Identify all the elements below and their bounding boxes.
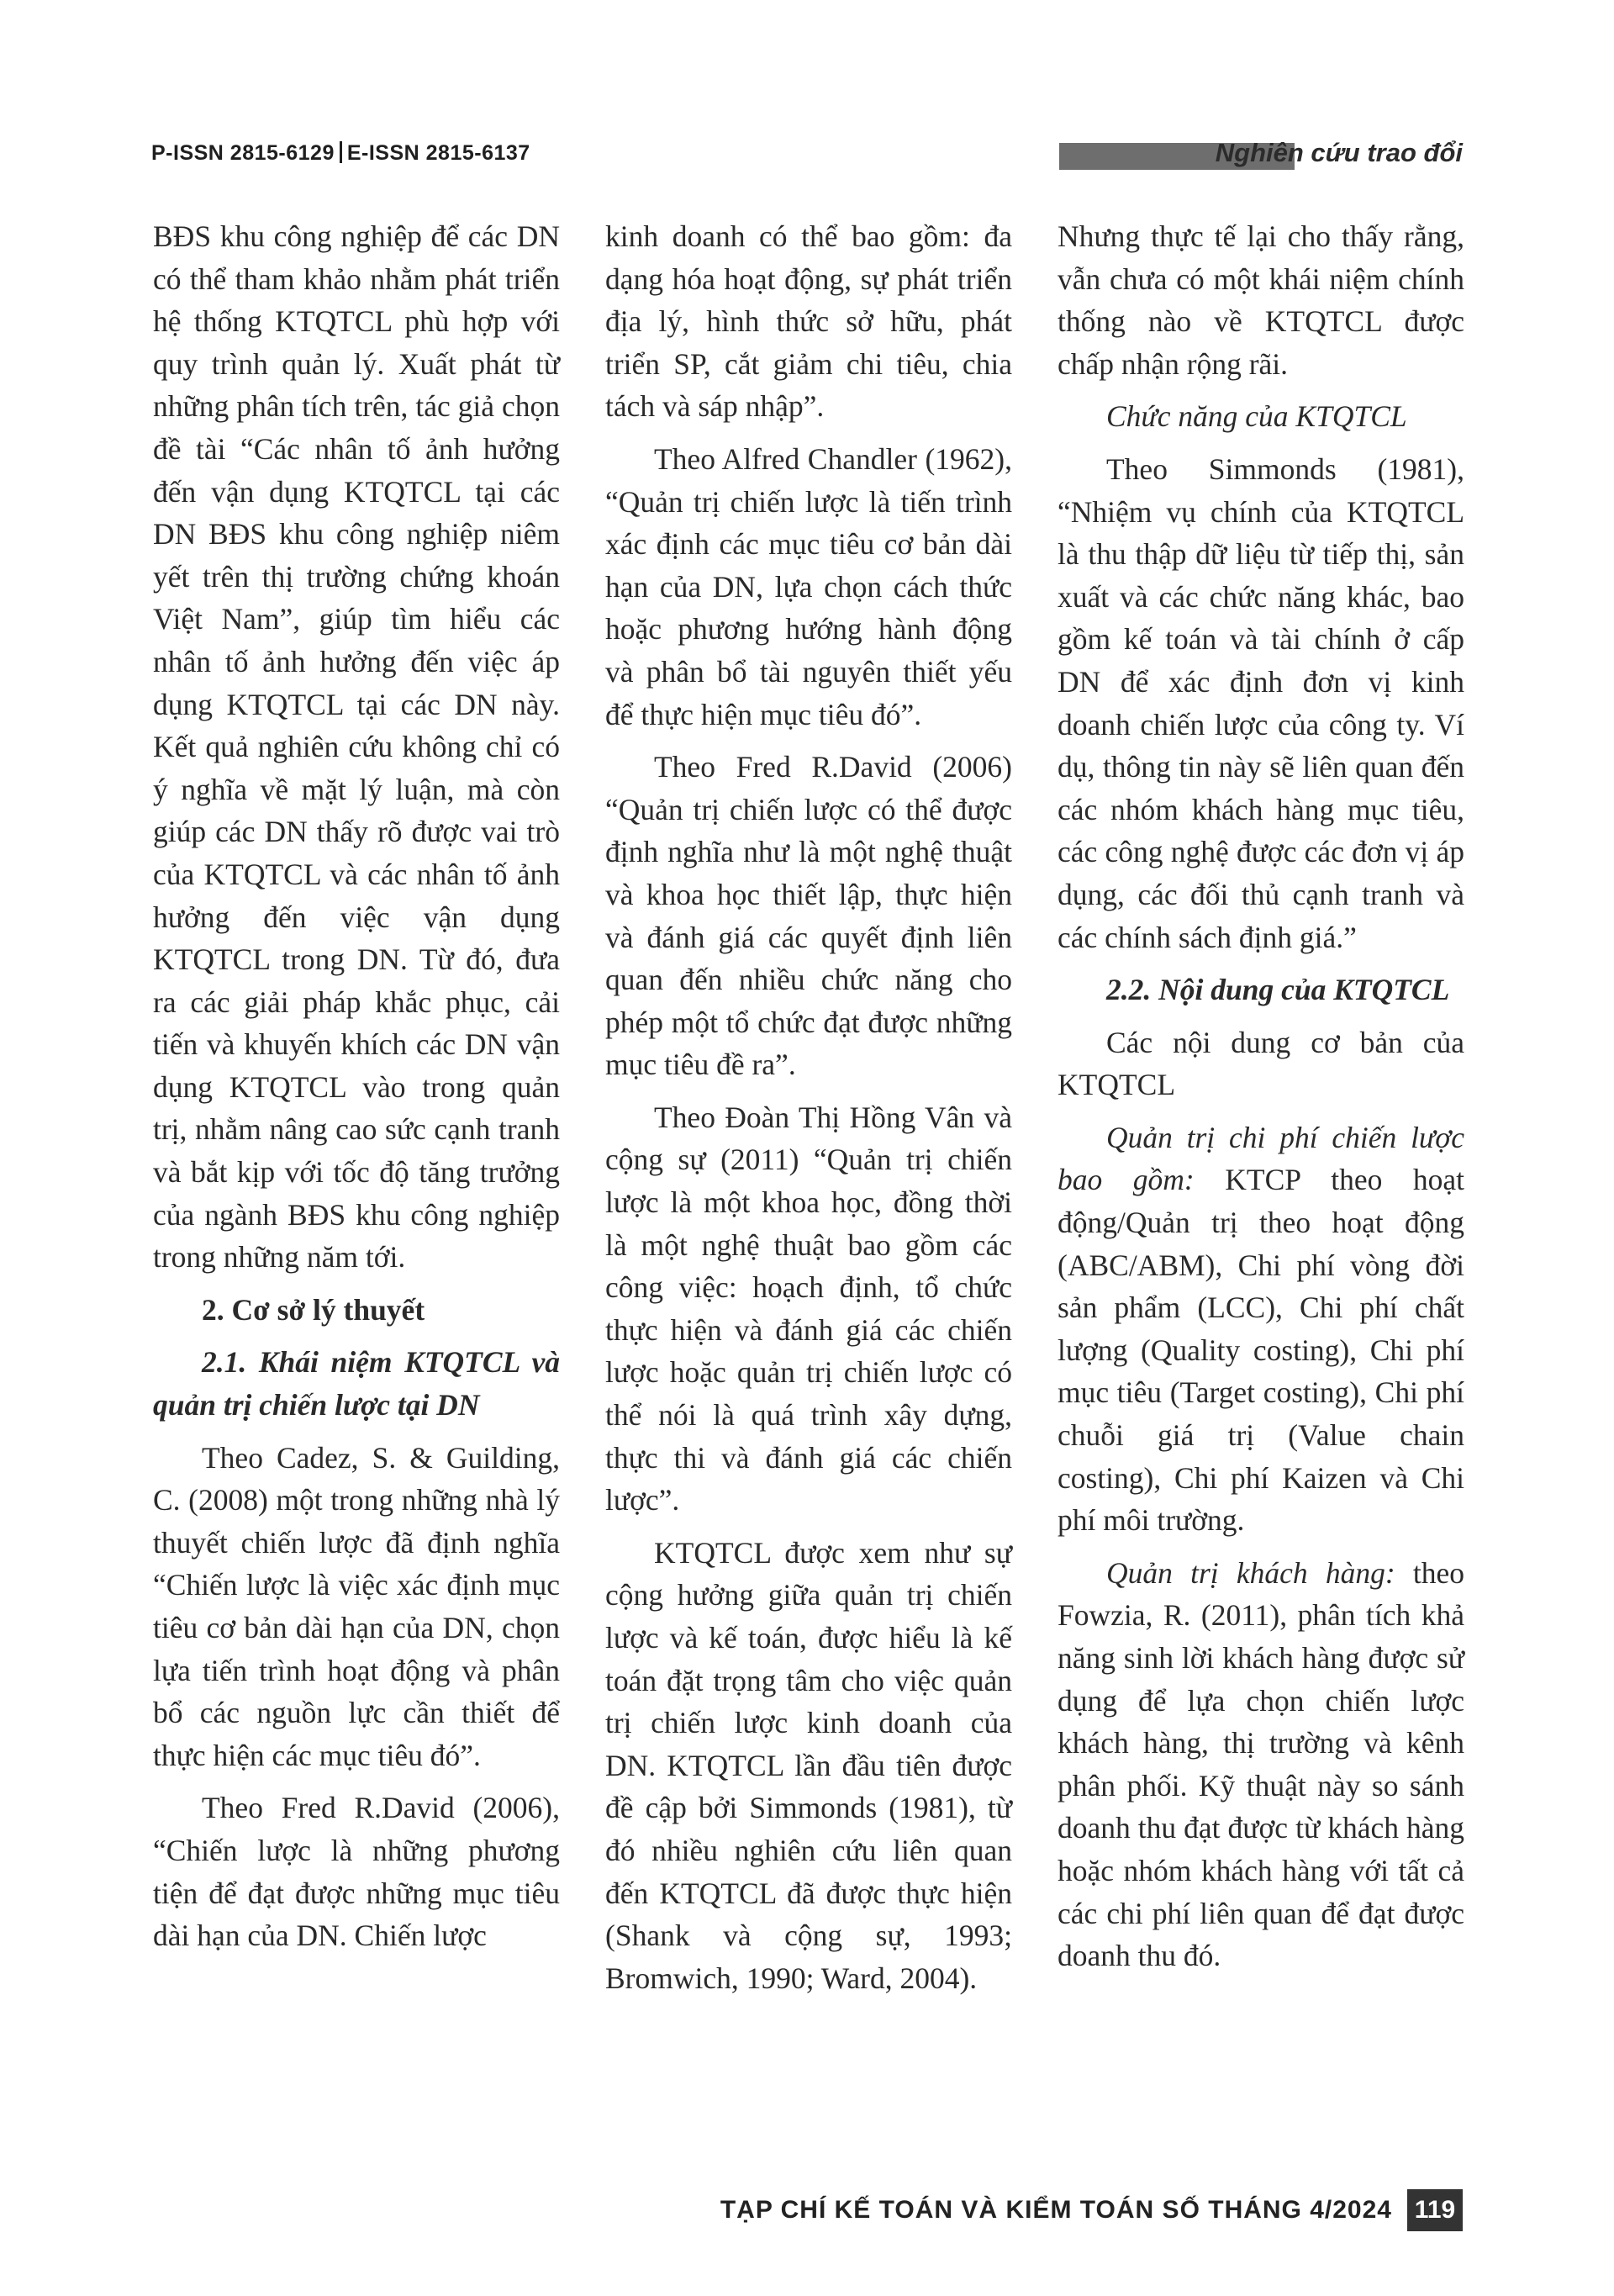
paragraph: kinh doanh có thể bao gồm: đa dạng hóa hoạt động, sự phát triển địa lý, hình thức sở hữu, phát triển SP, cắt giảm chi tiêu, chia tách và sáp nhập”.	[605, 219, 1012, 424]
paragraph-text: KTCP theo hoạt động/Quản trị theo hoạt động (ABC/ABM), Chi phí vòng đời sản phẩm (LCC), Chi phí chất lượng (Quality costing), Chi phí mục tiêu (Target costing), Chi phí chuỗi giá trị (Value chain costing), Chi phí Kaizen và Chi phí môi trường.	[1058, 1163, 1464, 1538]
issn-separator	[340, 141, 342, 163]
section-label: Nghiên cứu trao đổi	[1215, 138, 1463, 167]
subsection-heading: 2.1. Khái niệm KTQTCL và quản trị chiến lược tại DN	[153, 1345, 560, 1422]
eissn: E-ISSN 2815-6137	[346, 141, 530, 165]
paragraph: Theo Fred R.David (2006), “Chiến lược là những phương tiện để đạt được những mục tiêu dài hạn của DN. Chiến lược	[153, 1791, 560, 1953]
paragraph: Theo Simmonds (1981), “Nhiệm vụ chính của KTQTCL là thu thập dữ liệu từ tiếp thị, sản xuất và các chức năng khác, bao gồm kế toán và tài chính ở cấp DN để xác định đơn vị kinh doanh chiến lược của công ty. Ví dụ, thông tin này sẽ liên quan đến các nhóm khách hàng mục tiêu, các công nghệ được các đơn vị áp dụng, các đối thủ cạnh tranh và các chính sách định giá.”	[1058, 451, 1464, 954]
paragraph: Theo Cadez, S. & Guilding, C. (2008) một trong những nhà lý thuyết chiến lược đã định nghĩa “Chiến lược là việc xác định mục tiêu cơ bản dài hạn của DN, chọn lựa tiến trình hoạt động và phân bổ các nguồn lực cần thiết để thực hiện các mục tiêu đó”.	[153, 1440, 560, 1772]
paragraph: Theo Đoàn Thị Hồng Vân và cộng sự (2011) “Quản trị chiến lược là một khoa học, đồng thời là một nghệ thuật bao gồm các công việc: hoạch định, tổ chức thực hiện và đánh giá các chiến lược hoặc quản trị chiến lược có thể nói là quá trình xây dựng, thực thi và đánh giá các chiến lược”.	[605, 1100, 1012, 1517]
pissn: P-ISSN 2815-6129	[151, 141, 335, 165]
lead-in: Quản trị chi phí chiến lược bao gồm:	[1058, 1120, 1464, 1197]
paragraph: Các nội dung cơ bản của KTQTCL	[1058, 1025, 1464, 1102]
subsection-heading: 2.2. Nội dung của KTQTCL	[1106, 973, 1450, 1007]
column-1	[153, 215, 560, 1967]
paragraph: BĐS khu công nghiệp để các DN có thể tham khảo nhằm phát triển hệ thống KTQTCL phù hợp với quy trình quản lý. Xuất phát từ những phân tích trên, tác giả chọn đề tài “Các nhân tố ảnh hưởng đến vận dụng KTQTCL tại các DN BĐS khu công nghiệp niêm yết trên thị trường chứng khoán Việt Nam”, giúp tìm hiểu các nhân tố ảnh hưởng đến việc áp dụng KTQTCL tại các DN này. Kết quả nghiên cứu không chỉ có ý nghĩa về mặt lý luận, mà còn giúp các DN thấy rõ được vai trò của KTQTCL và các nhân tố ảnh hưởng đến việc vận dụng KTQTCL trong DN. Từ đó, đưa ra các giải pháp khắc phục, cải tiến và khuyến khích các DN vận dụng KTQTCL vào trong quản trị, nhằm nâng cao sức cạnh tranh và bắt kịp với tốc độ tăng trưởng của ngành BĐS khu công nghiệp trong những năm tới.	[153, 219, 560, 1275]
paragraph: KTQTCL được xem như sự cộng hưởng giữa quản trị chiến lược và kế toán, được hiểu là kế toán đặt trọng tâm cho việc quản trị chiến lược kinh doanh của DN. KTQTCL lần đầu tiên được đề cập bởi Simmonds (1981), từ đó nhiều nghiên cứu liên quan đến KTQTCL đã được thực hiện (Shank và cộng sự, 1993; Bromwich, 1990; Ward, 2004).	[605, 1535, 1012, 1995]
paragraph	[1058, 1116, 1464, 1542]
page-header	[151, 135, 1463, 177]
issn-line	[151, 141, 530, 166]
journal-title: TẠP CHÍ KẾ TOÁN VÀ KIỂM TOÁN SỐ THÁNG 4/2024	[720, 2196, 1392, 2224]
paragraph	[1058, 1552, 1464, 1977]
section-heading: 2. Cơ sở lý thuyết	[202, 1292, 425, 1327]
column-3	[1058, 215, 1464, 1987]
article-body	[153, 215, 1464, 2157]
paragraph: Theo Fred R.David (2006) “Quản trị chiến lược có thể được định nghĩa như là một nghệ thuật và khoa học thiết lập, thực hiện và đánh giá các quyết định liên quan đến nhiều chức năng cho phép một tổ chức đạt được những mục tiêu đề ra”.	[605, 750, 1012, 1082]
paragraph: Theo Alfred Chandler (1962), “Quản trị chiến lược là tiến trình xác định các mục tiêu cơ bản dài hạn của DN, lựa chọn cách thức hoặc phương hướng hành động và phân bổ tài nguyên thiết yếu để thực hiện mục tiêu đó”.	[605, 441, 1012, 731]
lead-in: Quản trị khách hàng:	[1106, 1555, 1395, 1590]
page-footer	[151, 2186, 1463, 2236]
sub-heading: Chức năng của KTQTCL	[1106, 399, 1407, 434]
page-number: 119	[1407, 2189, 1463, 2231]
column-2	[605, 215, 1012, 2009]
paragraph: Nhưng thực tế lại cho thấy rằng, vẫn chưa có một khái niệm chính thống nào về KTQTCL được chấp nhận rộng rãi.	[1058, 219, 1464, 381]
paragraph-text: theo Fowzia, R. (2011), phân tích khả năng sinh lời khách hàng được sử dụng để lựa chọn chiến lược khách hàng, thị trường và kênh phân phối. Kỹ thuật này so sánh doanh thu đạt được từ khách hàng hoặc nhóm khách hàng với tất cả các chi phí liên quan để đạt được doanh thu đó.	[1058, 1555, 1465, 1973]
